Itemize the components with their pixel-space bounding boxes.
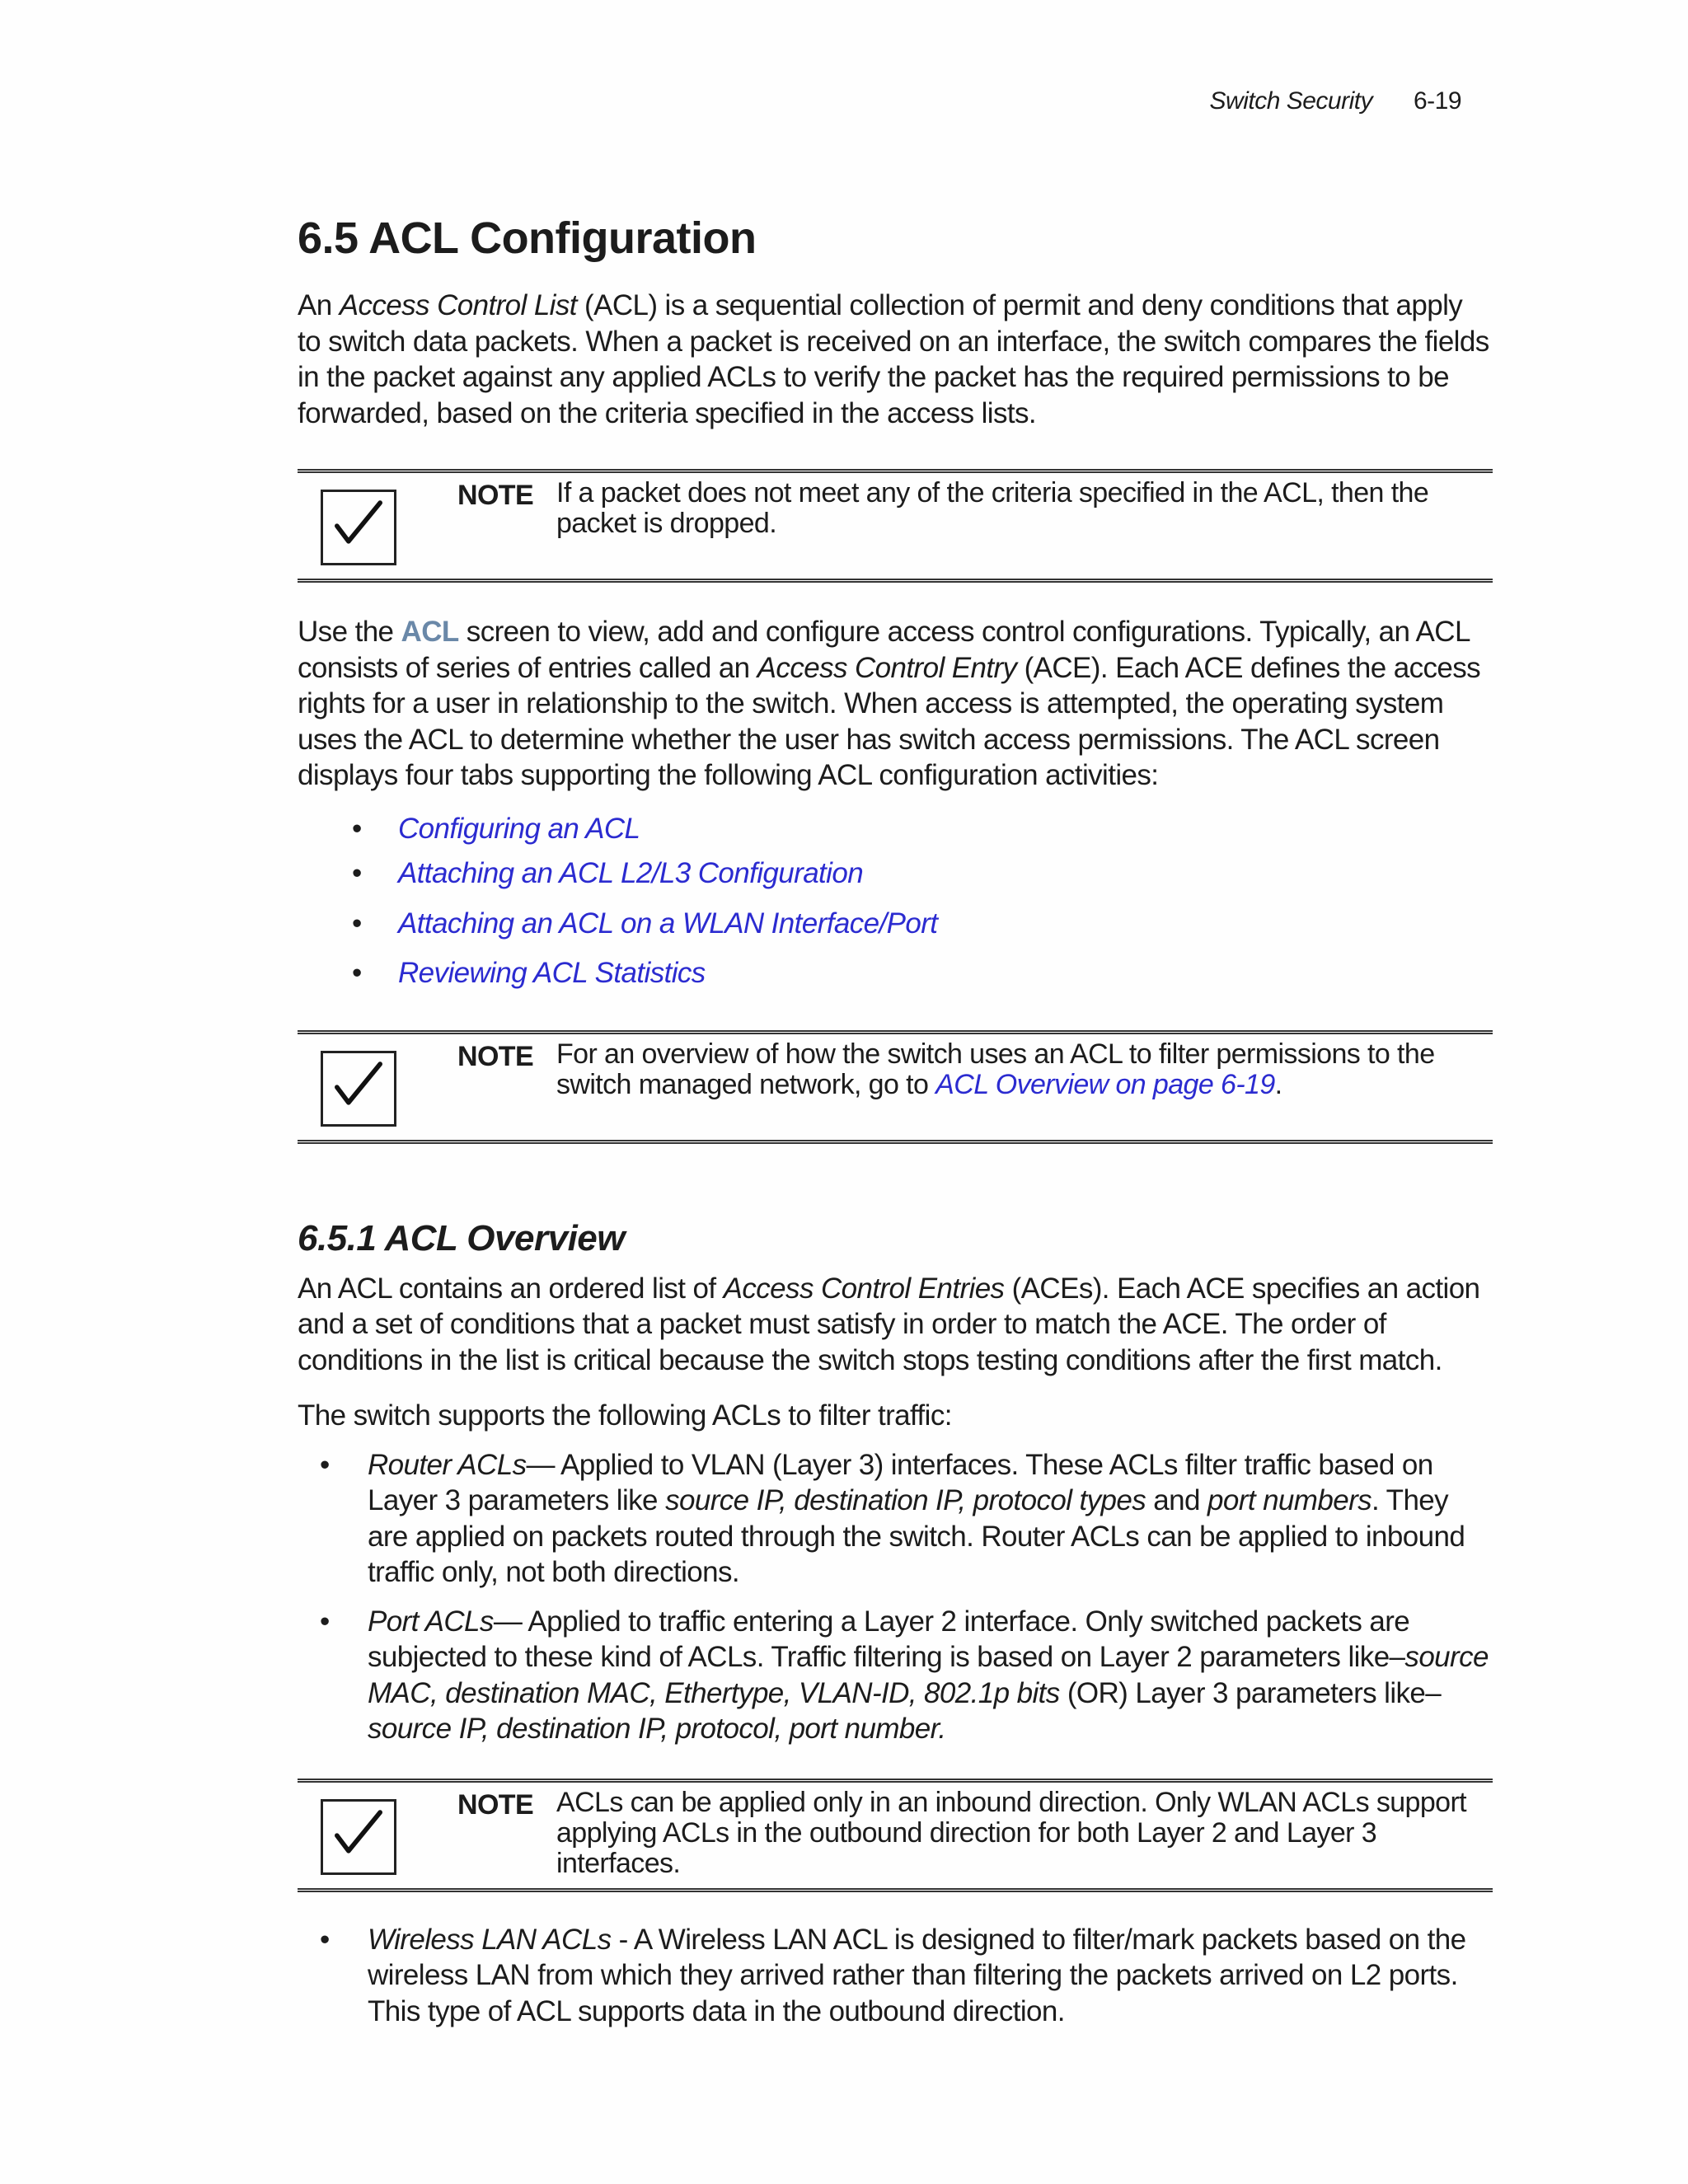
note-label: NOTE (457, 1788, 534, 1821)
link-reviewing-acl-statistics[interactable]: Reviewing ACL Statistics (398, 957, 706, 989)
ace-term: Access Control Entry (757, 651, 1017, 684)
section-heading: 6.5 ACL Configuration (298, 213, 757, 263)
router-text-a: — Applied to VLAN (Layer 3) interfaces. These ACLs filter traffic based on Layer 3 parameters like (368, 1448, 1433, 1516)
note2-text-b: . (1274, 1068, 1282, 1100)
intro-text-a: An (298, 289, 340, 321)
list-item-wireless-lan-acls (298, 1922, 1493, 2030)
port-l2-params: source MAC, destination MAC, Ethertype, VLAN-ID, 802.1p bits (368, 1641, 1489, 1709)
acl-screen-paragraph (298, 614, 1493, 794)
wireless-text: - A Wireless LAN ACL is designed to filter/mark packets based on the wireless LAN from which they arrived rather than filtering the packets arrived on L2 ports. This type of ACL supports data in the outbound direction. (368, 1923, 1466, 2027)
link-configuring-acl[interactable]: Configuring an ACL (398, 812, 640, 845)
subsection-heading: 6.5.1 ACL Overview (298, 1217, 625, 1258)
overview-text-a: An ACL contains an ordered list of (298, 1272, 724, 1305)
acl-activities-list (298, 811, 1493, 991)
note2-text-a: For an overview of how the switch uses an ACL to filter permissions to the switch managed network, go to (556, 1038, 1435, 1100)
link-attaching-acl-wlan[interactable]: Attaching an ACL on a WLAN Interface/Port (398, 907, 938, 940)
overview-paragraph (298, 1271, 1493, 1379)
ace-plural-term: Access Control Entries (723, 1272, 1005, 1305)
wlan-acl-list (298, 1922, 1493, 2030)
list-item (298, 811, 1493, 847)
port-text-a: — Applied to traffic entering a Layer 2 interface. Only switched packets are subjected to these kind of ACLs. Traffic filtering is based on Layer 2 parameters like– (368, 1605, 1410, 1673)
checkmark-icon (321, 1051, 396, 1127)
list-item (298, 906, 1493, 942)
page-body (298, 211, 1493, 2029)
checkmark-icon (321, 490, 396, 565)
header-section-title: Switch Security (1209, 87, 1373, 115)
router-params: source IP, destination IP, protocol types (665, 1484, 1146, 1516)
port-l3-params: source IP, destination IP, protocol, port number. (368, 1713, 946, 1745)
note-label: NOTE (457, 1040, 534, 1072)
note-box-inbound (298, 1779, 1493, 1892)
link-acl-overview[interactable]: ACL Overview on page 6-19 (935, 1068, 1275, 1100)
router-text-b: and (1146, 1484, 1208, 1516)
note-label: NOTE (457, 480, 534, 511)
note-box-dropped (298, 469, 1493, 583)
acl-types-list (298, 1447, 1493, 1747)
list-item (298, 855, 1493, 892)
note-text: ACLs can be applied only in an inbound direction. Only WLAN ACLs support applying ACLs in the outbound direction for both Layer 2 and Layer 3 interfaces. (556, 1786, 1467, 1879)
list-item-router-acls (298, 1447, 1493, 1591)
note-text: If a packet does not meet any of the criteria specified in the ACL, then the packet is dropped. (556, 477, 1429, 539)
running-header (1210, 87, 1461, 115)
link-attaching-acl-l2l3[interactable]: Attaching an ACL L2/L3 Configuration (398, 857, 864, 889)
wireless-acls-term: Wireless LAN ACLs (368, 1923, 612, 1956)
port-text-b: (OR) Layer 3 parameters like– (1059, 1676, 1442, 1709)
para2-text-b: screen to view, add and configure access control configurations. Typically, an ACL consists of series of entries called an (298, 616, 1470, 684)
list-item (298, 955, 1493, 991)
list-item-port-acls (298, 1604, 1493, 1747)
port-acls-term: Port ACLs (368, 1605, 494, 1638)
checkmark-icon (321, 1799, 396, 1875)
overview-text-b: (ACEs). Each ACE specifies an action and a set of conditions that a packet must satisfy in order to match the ACE. The order of conditions in the list is critical because the switch stops testing conditions after the first match. (298, 1272, 1480, 1376)
para2-text-a: Use the (298, 616, 401, 648)
acl-types-intro: The switch supports the following ACLs to filter traffic: (298, 1399, 952, 1432)
header-page-number: 6-19 (1413, 87, 1461, 115)
intro-paragraph (298, 288, 1493, 431)
acl-keyword: ACL (401, 616, 459, 648)
para2-text-c: (ACE). Each ACE defines the access rights for a user in relationship to the switch. When access is attempted, the operating system uses the ACL to determine whether the user has switch access permissions. The ACL screen displays four tabs supporting the following ACL configuration activities: (298, 651, 1481, 791)
intro-text-b: (ACL) is a sequential collection of permit and deny conditions that apply to switch data packets. When a packet is received on an interface, the switch compares the fields in the packet against any applied ACLs to verify the packet has the required permissions to be forwarded, based on the criteria specified in the access lists. (298, 289, 1489, 429)
note-box-overview (298, 1030, 1493, 1144)
router-port-numbers: port numbers (1207, 1484, 1372, 1516)
router-text-c: . They are applied on packets routed through the switch. Router ACLs can be applied to inbound traffic only, not both directions. (368, 1484, 1465, 1588)
intro-term: Access Control List (339, 289, 577, 321)
note-text (556, 1039, 1471, 1100)
router-acls-term: Router ACLs (368, 1448, 527, 1481)
